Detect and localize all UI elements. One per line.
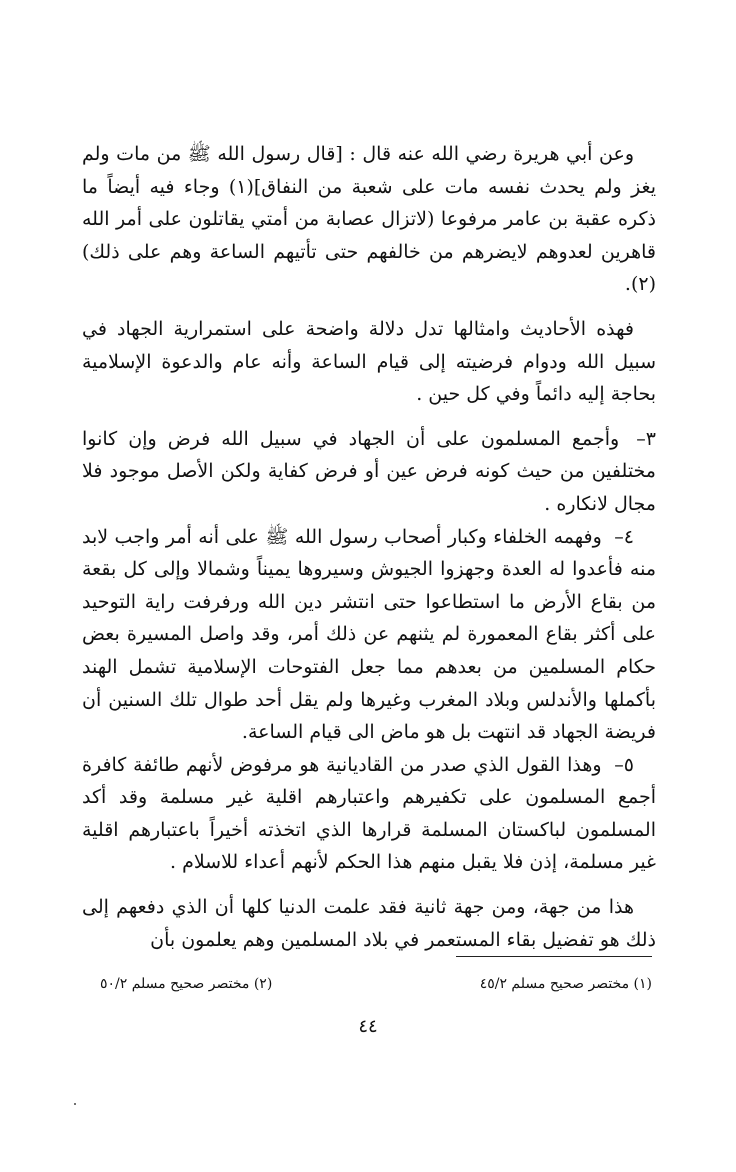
paragraph-hadith-significance — [82, 313, 656, 411]
paragraph-text: وعن أبي هريرة رضي الله عنه قال : [قال رسول الله ﷺ من مات ولم يغز ولم يحدث نفسه مات على شعبة من النفاق](١) وجاء فيه أيضاً ما ذكره عقبة بن عامر مرفوعا (لاتزال عصابة من أمتي يقاتلون على أمر الله قاهرين لعدوهم لايضرهم من خالفهم حتى تأتيهم الساعة وهم على ذلك)(٢). — [82, 143, 657, 296]
point-number: ٥– — [614, 753, 634, 776]
paragraph-conclusion — [82, 891, 656, 956]
paragraph-point-4 — [82, 521, 656, 749]
paragraph-text: فهذه الأحاديث وامثالها تدل دلالة واضحة على استمرارية الجهاد في سبيل الله ودوام فرضيته إلى قيام الساعة وأنه عام والدعوة الإسلامية بحاجة إليه دائماً وفي كل حين . — [82, 317, 656, 406]
footnotes — [100, 976, 652, 1002]
paragraph-text: وفهمه الخلفاء وكبار أصحاب رسول الله ﷺ على أنه أمر واجب لابد منه فأعدوا له العدة وجهزوا الجيوش وسيروها يميناً وشمالا وإلى كل بقعة من بقاع الأرض ما استطاعوا حتى انتشر دين الله ورفرفت راية التوحيد على أكثر بقاع المعمورة لم يثنهم عن ذلك أمر، وقد واصل المسيرة بعض حكام المسلمين من بعدهم مما جعل الفتوحات الإسلامية تشمل الهند بأكملها والأندلس وبلاد المغرب وغيرها ولم يقل أحد طوال تلك السنين أن فريضة الجهاد قد انتهت بل هو ماض الى قيام الساعة. — [82, 525, 656, 744]
paragraph-text: وهذا القول الذي صدر من القاديانية هو مرفوض لأنهم طائفة كافرة أجمع المسلمون على تكفيرهم واعتبارهم اقلية غير مسلمة وقد أكد المسلمون لباكستان المسلمة قرارها الذي اتخذته أخيراً باعتبارهم اقلية غير مسلمة، إذن فلا يقبل منهم هذا الحكم لأنهم أعداء للاسلام . — [82, 753, 656, 874]
footnote-2: (٢) مختصر صحيح مسلم ٥٠/٢ — [100, 976, 273, 992]
footnote-1: (١) مختصر صحيح مسلم ٤٥/٢ — [479, 976, 652, 992]
paragraph-text: هذا من جهة، ومن جهة ثانية فقد علمت الدنيا كلها أن الذي دفعهم إلى ذلك هو تفضيل بقاء المستعمر في بلاد المسلمين وهم يعلمون بأن — [82, 896, 656, 951]
paragraph-point-3 — [82, 423, 656, 521]
scan-speck — [74, 1103, 76, 1105]
footnote-divider — [456, 956, 652, 957]
point-number: ٣– — [636, 427, 656, 450]
page-number: ٤٤ — [358, 1016, 378, 1037]
body-text — [82, 138, 656, 956]
paragraph-text: وأجمع المسلمون على أن الجهاد في سبيل الله فرض وإن كانوا مختلفين من حيث كونه فرض عين أو فرض كفاية ولكن الأصل موجود فلا مجال لانكاره . — [82, 427, 656, 515]
paragraph-point-5 — [82, 749, 656, 879]
paragraph-hadith — [82, 138, 656, 301]
point-number: ٤– — [614, 525, 634, 548]
